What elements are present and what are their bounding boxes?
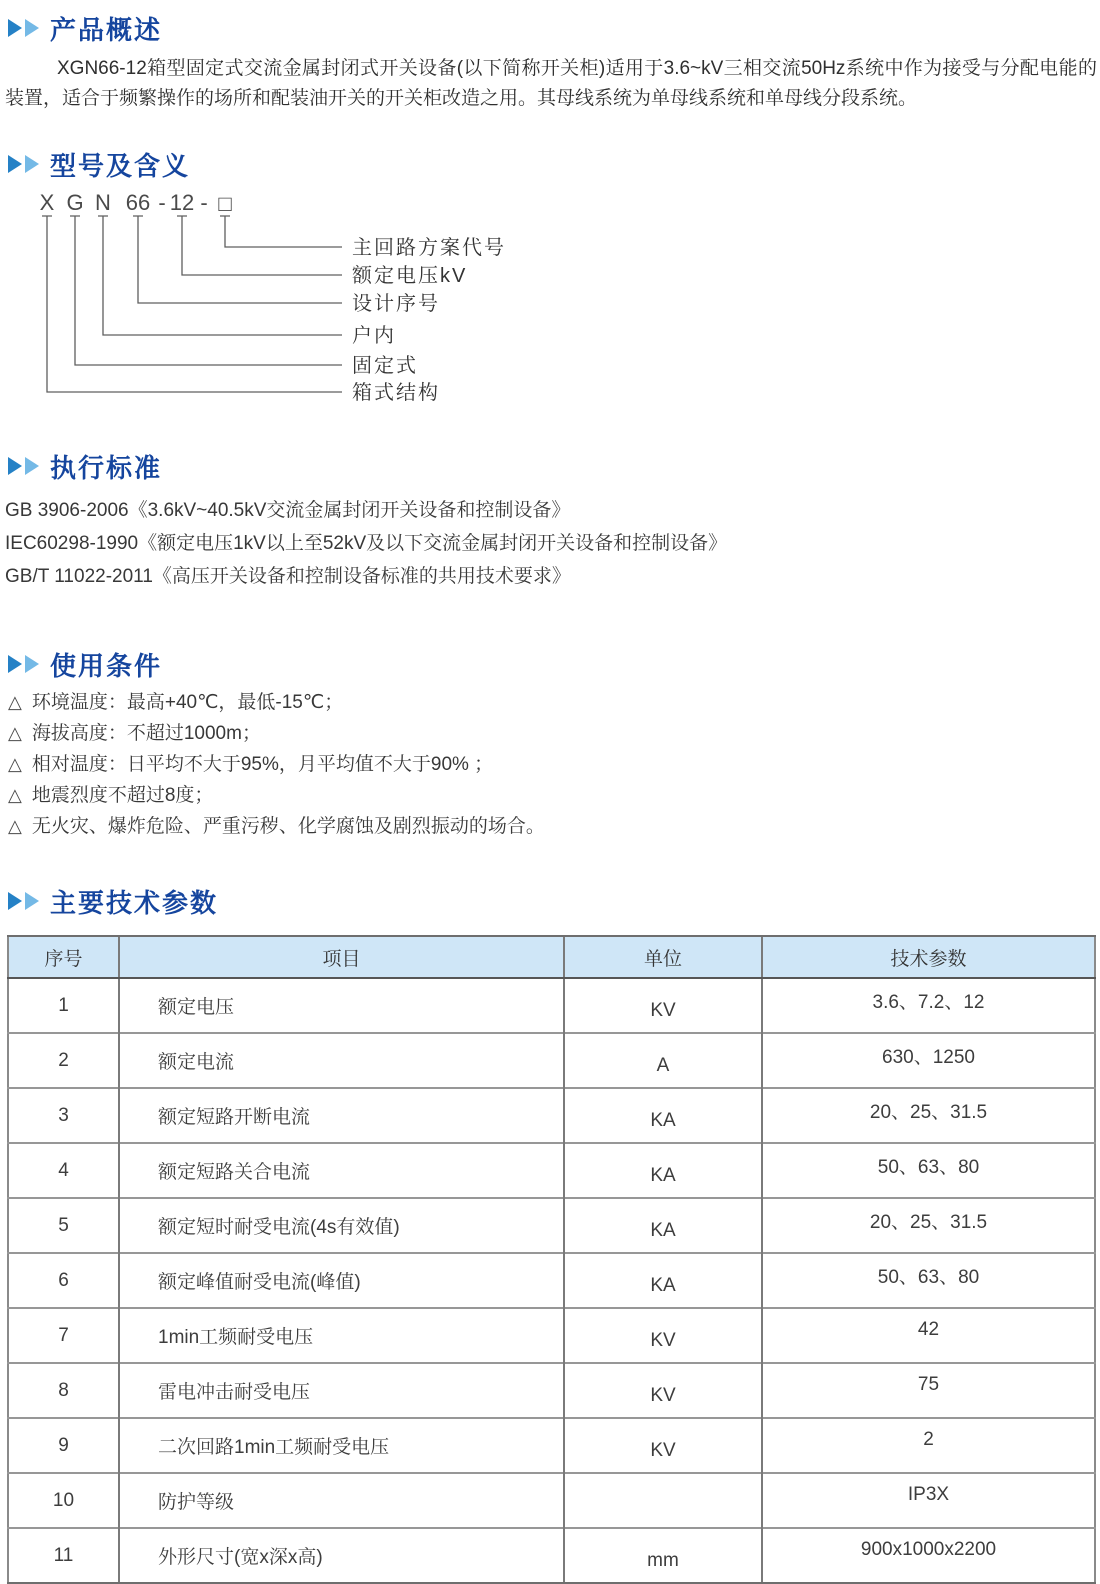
model-label: 固定式 [352,355,418,377]
conditions-title-text: 使用条件 [50,650,163,681]
cell-item: 1min工频耐受电压 [119,1308,564,1363]
cell-value: 75 [762,1363,1095,1418]
cell-unit: KV [564,978,762,1033]
table-row [8,1088,1095,1143]
standard-item: GB 3906-2006《3.6kV~40.5kV交流金属封闭开关设备和控制设备》 [5,500,571,521]
arrow-right-light-icon [25,19,39,37]
cell-item: 外形尺寸(宽x深x高) [119,1528,564,1583]
cell-no: 9 [8,1418,119,1473]
table-row [8,1308,1095,1363]
cell-item: 二次回路1min工频耐受电压 [119,1418,564,1473]
table-row [8,1363,1095,1418]
cell-value: 50、63、80 [762,1143,1095,1198]
triangle-bullet-icon: △ [8,785,22,805]
parameters-table-wrapper [7,935,1094,1584]
model-code-char: X [39,190,55,215]
header-cell-item: 项目 [119,936,564,978]
table-row [8,1253,1095,1308]
cell-item: 额定电压 [119,978,564,1033]
cell-no: 8 [8,1363,119,1418]
connector-line [220,216,342,247]
parameters-table [7,935,1096,1584]
table-row [8,1418,1095,1473]
connector-line [70,216,342,365]
arrow-right-light-icon [25,457,39,475]
section-title-overview [8,14,163,45]
standard-item: IEC60298-1990《额定电压1kV以上至52kV及以下交流金属封闭开关设备和控制设备》 [5,533,728,554]
cell-value: 42 [762,1308,1095,1363]
header-cell-unit: 单位 [564,936,762,978]
cell-no: 4 [8,1143,119,1198]
overview-paragraph: XGN66-12箱型固定式交流金属封闭式开关设备(以下简称开关柜)适用于3.6~kV三相交流50Hz系统中作为接受与分配电能的装置，适合于频繁操作的场所和配装油开关的开关柜改造之用。其母线系统为单母线系统和单母线分段系统。 [5,58,1097,109]
arrow-right-dark-icon [8,655,22,673]
cell-unit: KV [564,1363,762,1418]
cell-no: 3 [8,1088,119,1143]
table-row [8,1033,1095,1088]
model-label: 户内 [352,325,396,347]
section-title-parameters [8,887,219,918]
cell-item: 额定电流 [119,1033,564,1088]
cell-no: 1 [58,994,69,1016]
model-label: 设计序号 [352,293,440,315]
cell-no: 10 [8,1473,119,1528]
model-code-placeholder-box: □ [218,191,232,216]
arrow-right-dark-icon [8,19,22,37]
model-label: 额定电压kV [352,265,468,287]
cell-unit: A [564,1033,762,1088]
model-label: 主回路方案代号 [352,237,506,259]
cell-unit: mm [564,1528,762,1583]
model-code-char: 66 [125,190,151,215]
model-code-char: N [95,190,111,215]
cell-value: 630、1250 [762,1033,1095,1088]
standards-title-text: 执行标准 [50,452,163,483]
model-code-char: G [66,190,84,215]
conditions-list [8,687,1088,842]
section-title-conditions [8,650,163,681]
condition-item [8,749,1088,780]
cell-no: 11 [8,1528,119,1583]
cell-value: 2 [762,1418,1095,1473]
condition-text: 环境温度：最高+40℃，最低-15℃； [31,692,344,713]
arrow-right-light-icon [25,155,39,173]
model-code-char: 12 [169,190,195,215]
section-title-standards [8,452,163,483]
cell-no: 7 [8,1308,119,1363]
condition-item [8,718,1088,749]
section-title-model [8,150,191,181]
cell-value: 20、25、31.5 [762,1198,1095,1253]
model-code-dash: - [200,190,208,215]
model-code-dash: - [158,190,166,215]
table-row [8,1473,1095,1528]
condition-text: 相对温度：日平均不大于95%，月平均值不大于90% ； [31,754,494,775]
cell-unit [564,1473,762,1528]
cell-value: 900x1000x2200 [762,1528,1095,1583]
cell-value: 3.6、7.2、12 [762,978,1095,1033]
model-label: 箱式结构 [352,382,440,404]
cell-unit: KA [564,1198,762,1253]
header-cell-value: 技术参数 [762,936,1095,978]
model-title-text: 型号及含义 [50,150,191,181]
table-row [8,978,1095,1033]
header-cell-no: 序号 [8,936,119,978]
standards-list [5,494,1095,593]
cell-unit: KA [564,1088,762,1143]
cell-unit: KV [564,1418,762,1473]
table-row [8,1198,1095,1253]
cell-item: 额定短路关合电流 [119,1143,564,1198]
cell-item: 雷电冲击耐受电压 [119,1363,564,1418]
triangle-bullet-icon: △ [8,754,22,774]
cell-value: IP3X [762,1473,1095,1528]
triangle-bullet-icon: △ [8,692,22,712]
table-header-row [8,936,1095,978]
model-code-diagram [20,188,580,423]
triangle-bullet-icon: △ [8,723,22,743]
condition-text: 地震烈度不超过8度； [31,785,214,806]
condition-item [8,780,1088,811]
arrow-right-dark-icon [8,155,22,173]
standard-item: GB/T 11022-2011《高压开关设备和控制设备标准的共用技术要求》 [5,566,571,587]
overview-title-text: 产品概述 [50,14,163,45]
cell-unit: KV [564,1308,762,1363]
triangle-bullet-icon: △ [8,816,22,836]
cell-no: 6 [8,1253,119,1308]
arrow-right-dark-icon [8,457,22,475]
condition-item [8,687,1088,718]
cell-value: 20、25、31.5 [762,1088,1095,1143]
condition-text: 无火灾、爆炸危险、严重污秽、化学腐蚀及剧烈振动的场合。 [31,816,545,837]
condition-item [8,811,1088,842]
arrow-right-light-icon [25,892,39,910]
cell-unit: KA [564,1253,762,1308]
cell-value: 50、63、80 [762,1253,1095,1308]
cell-no: 5 [8,1198,119,1253]
cell-item: 额定短时耐受电流(4s有效值) [119,1198,564,1253]
table-row [8,1143,1095,1198]
parameters-title-text: 主要技术参数 [50,887,219,918]
cell-unit: KA [564,1143,762,1198]
cell-no: 2 [8,1033,119,1088]
arrow-right-dark-icon [8,892,22,910]
table-row [8,1528,1095,1583]
cell-item: 额定峰值耐受电流(峰值) [119,1253,564,1308]
connector-line [177,216,342,275]
cell-item: 额定短路开断电流 [119,1088,564,1143]
connector-line [133,216,342,303]
cell-item: 防护等级 [119,1473,564,1528]
condition-text: 海拔高度：不超过1000m； [31,723,261,744]
arrow-right-light-icon [25,655,39,673]
